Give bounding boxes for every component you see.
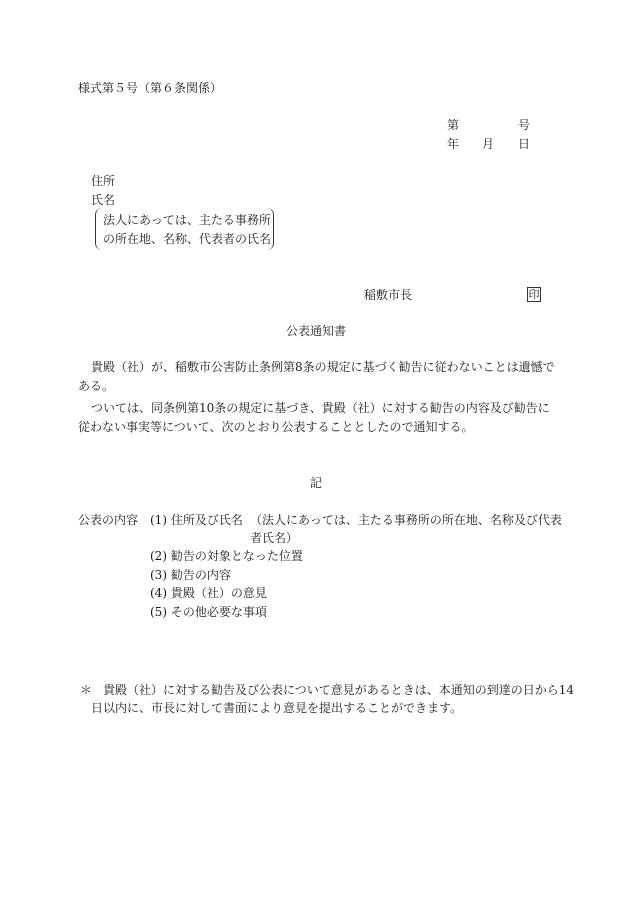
- address-label: 住所: [91, 174, 116, 188]
- mayor-title: 稲敷市長: [364, 288, 413, 302]
- page-title: 公表通知書: [286, 324, 347, 338]
- body-paragraph-2: ついては、同条例第10条の規定に基づき、貴殿（社）に対する勧告の内容及び勧告に従わない事実等について、次のとおり公表することとしたので通知する。: [78, 401, 550, 434]
- publication-item-1-note-cont: 者氏名）: [250, 531, 299, 545]
- doc-number-go: 号: [518, 118, 531, 132]
- ki-heading: 記: [310, 476, 323, 490]
- publication-item-3: (3) 勧告の内容: [150, 568, 231, 582]
- publication-item-2: (2) 勧告の対象となった位置: [150, 549, 303, 563]
- publication-label: 公表の内容: [78, 513, 139, 527]
- seal-stamp: 印: [528, 288, 540, 301]
- date-year: 年: [447, 137, 460, 151]
- footnote-mark: ＊: [80, 683, 93, 697]
- footnote-line-2: 日以内に、市長に対して書面により意見を提出することができます。: [91, 701, 463, 715]
- form-number: 様式第５号（第６条関係）: [78, 81, 223, 95]
- name-label: 氏名: [91, 193, 116, 207]
- publication-item-1: (1) 住所及び氏名: [150, 513, 243, 527]
- corporate-note-line2: の所在地、名称、代表者の氏名: [103, 232, 272, 246]
- publication-item-4: (4) 貴殿（社）の意見: [150, 586, 267, 600]
- footnote-line-1: 貴殿（社）に対する勧告及び公表について意見があるときは、本通知の到達の日から14: [103, 683, 575, 697]
- publication-item-1-note: （法人にあっては、主たる事務所の所在地、名称及び代表: [250, 513, 562, 527]
- date-month: 月: [482, 137, 495, 151]
- corporate-note-line1: 法人にあっては、主たる事務所: [103, 213, 271, 227]
- corporate-note-bracket: [95, 208, 274, 250]
- body-paragraph-1: 貴殿（社）が、稲敷市公害防止条例第8条の規定に基づく勧告に従わないことは遺憾である。: [78, 360, 555, 393]
- date-day: 日: [518, 137, 531, 151]
- doc-number-dai: 第: [447, 118, 460, 132]
- publication-item-5: (5) その他必要な事項: [150, 605, 267, 619]
